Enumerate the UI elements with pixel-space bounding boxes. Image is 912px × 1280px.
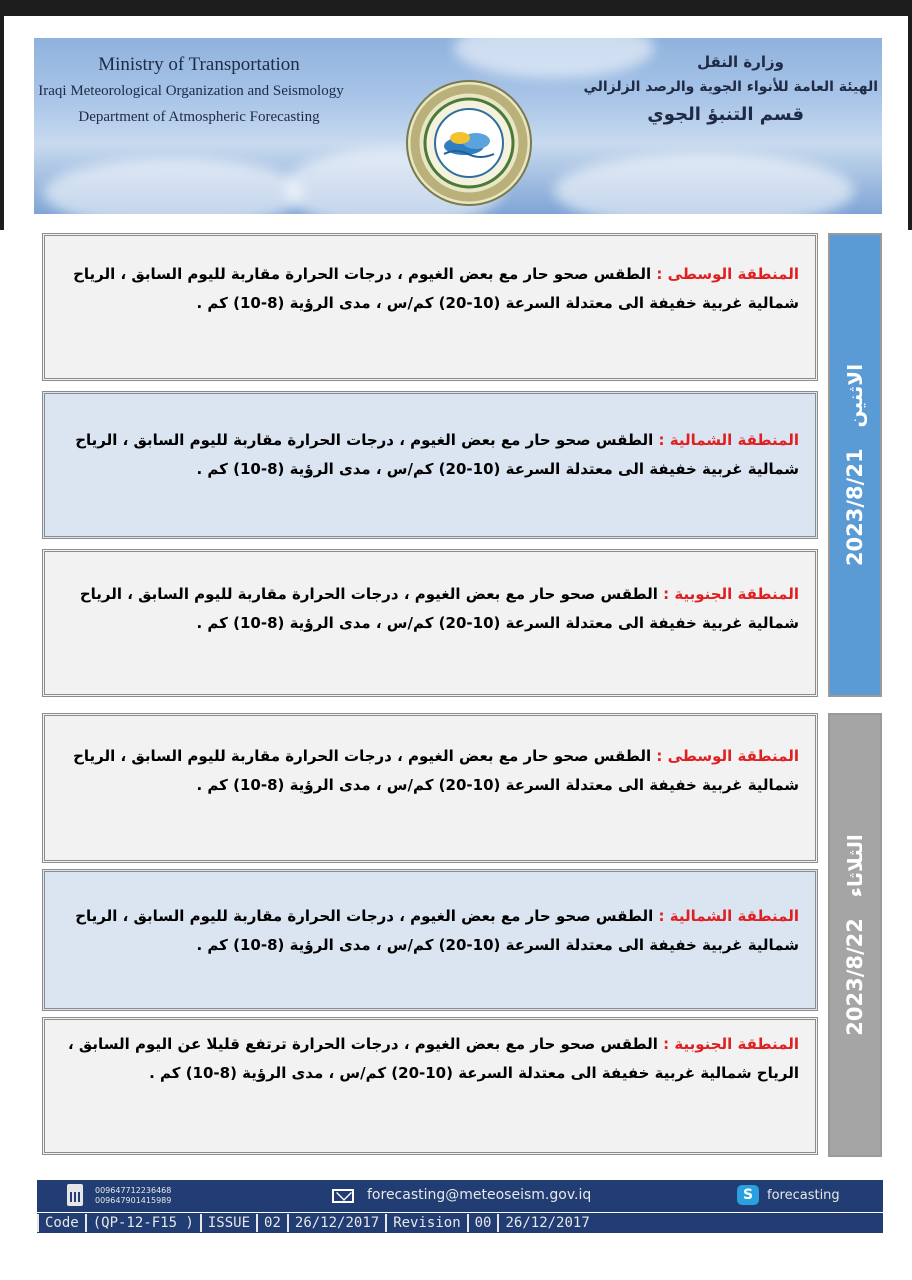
forecast-box-central-day2 [42, 713, 818, 863]
region-title: المنطقة الشمالية : [658, 907, 799, 925]
forecast-text [57, 1030, 799, 1088]
email-address: forecasting@meteoseism.gov.iq [367, 1187, 592, 1203]
forecast-box-north-day1 [42, 391, 818, 539]
ministry-en: Ministry of Transportation [98, 54, 300, 75]
region-title: المنطقة الوسطى : [656, 265, 799, 283]
header-banner [34, 38, 882, 214]
forecast-text [57, 742, 799, 800]
issue-value: 02 [258, 1214, 289, 1232]
region-forecast: الطقس صحو حار مع بعض الغيوم ، درجات الحرارة مقاربة لليوم السابق ، الرياح شمالية غربية خفيفة الى معتدلة السرعة (10-20) كم/س ، مدى الرؤية (8-10) كم . [79, 585, 799, 632]
phone-number: 009647901415989 [95, 1196, 172, 1205]
day-strip-monday [828, 233, 882, 697]
date-label: 2023/8/21 [843, 448, 867, 567]
region-forecast: الطقس صحو حار مع بعض الغيوم ، درجات الحرارة مقاربة لليوم السابق ، الرياح شمالية غربية خفيفة الى معتدلة السرعة (10-20) كم/س ، مدى الرؤية (8-10) كم . [73, 747, 799, 794]
region-title: المنطقة الوسطى : [656, 747, 799, 765]
header-arabic [578, 50, 878, 130]
skype-icon: S [737, 1185, 759, 1205]
ministry-ar: وزارة النقل [697, 53, 784, 71]
cloud-decoration [44, 158, 304, 214]
mail-icon [332, 1189, 354, 1203]
code-label: Code [37, 1214, 87, 1232]
issue-date: 26/12/2017 [289, 1214, 387, 1232]
day-strip-tuesday [828, 713, 882, 1157]
forecast-text [57, 426, 799, 484]
phone-numbers [95, 1186, 171, 1206]
region-forecast: الطقس صحو حار مع بعض الغيوم ، درجات الحرارة مقاربة لليوم السابق ، الرياح شمالية غربية خفيفة الى معتدلة السرعة (10-20) كم/س ، مدى الرؤية (8-10) كم . [75, 907, 799, 954]
organization-en: Iraqi Meteorological Organization and Seismology [38, 83, 344, 99]
code-value: (QP-12-F15 ) [87, 1214, 202, 1232]
organization-logo-icon [404, 78, 534, 208]
contact-footer [37, 1180, 883, 1212]
department-en: Department of Atmospheric Forecasting [78, 109, 320, 125]
organization-ar: الهيئة العامة للأنواء الجوية والرصد الزلزالي [583, 79, 878, 95]
forecast-box-south-day1 [42, 549, 818, 697]
region-forecast: الطقس صحو حار مع بعض الغيوم ، درجات الحرارة مقاربة لليوم السابق ، الرياح شمالية غربية خفيفة الى معتدلة السرعة (10-20) كم/س ، مدى الرؤية (8-10) كم . [73, 265, 799, 312]
revision-label: Revision [387, 1214, 468, 1232]
day-label [843, 364, 867, 566]
forecast-box-south-day2 [42, 1017, 818, 1155]
region-title: المنطقة الجنوبية : [663, 585, 799, 603]
department-ar: قسم التنبؤ الجوي [647, 104, 804, 125]
skype-handle: forecasting [767, 1188, 840, 1203]
phone-icon [67, 1184, 83, 1206]
region-forecast: الطقس صحو حار مع بعض الغيوم ، درجات الحرارة مقاربة لليوم السابق ، الرياح شمالية غربية خفيفة الى معتدلة السرعة (10-20) كم/س ، مدى الرؤية (8-10) كم . [75, 431, 799, 478]
region-title: المنطقة الجنوبية : [663, 1035, 799, 1053]
weekday-label: الثلاثاء [843, 834, 867, 898]
left-frame-edge [0, 0, 4, 230]
header-english [34, 52, 364, 130]
weekday-label: الاثنين [843, 363, 867, 428]
region-forecast: الطقس صحو حار مع بعض الغيوم ، درجات الحرارة ترتفع قليلا عن اليوم السابق ، الرياح شمالية غربية خفيفة الى معتدلة السرعة (10-20) كم/س ، مدى الرؤية (8-10) كم . [67, 1035, 799, 1082]
phone-number: 009647712236468 [95, 1186, 172, 1195]
document-code-footer [37, 1213, 883, 1233]
document-code-row [37, 1214, 596, 1232]
region-title: المنطقة الشمالية : [658, 431, 799, 449]
revision-value: 00 [469, 1214, 500, 1232]
cloud-decoration [554, 153, 854, 214]
day-label [843, 834, 867, 1035]
forecast-box-north-day2 [42, 869, 818, 1011]
date-label: 2023/8/22 [843, 918, 867, 1036]
right-frame-edge [908, 0, 912, 230]
forecast-text [57, 580, 799, 638]
forecast-text [57, 902, 799, 960]
forecast-text [57, 260, 799, 318]
issue-label: ISSUE [202, 1214, 258, 1232]
top-frame-bar [0, 0, 912, 16]
forecast-box-central-day1 [42, 233, 818, 381]
revision-date: 26/12/2017 [505, 1215, 590, 1231]
